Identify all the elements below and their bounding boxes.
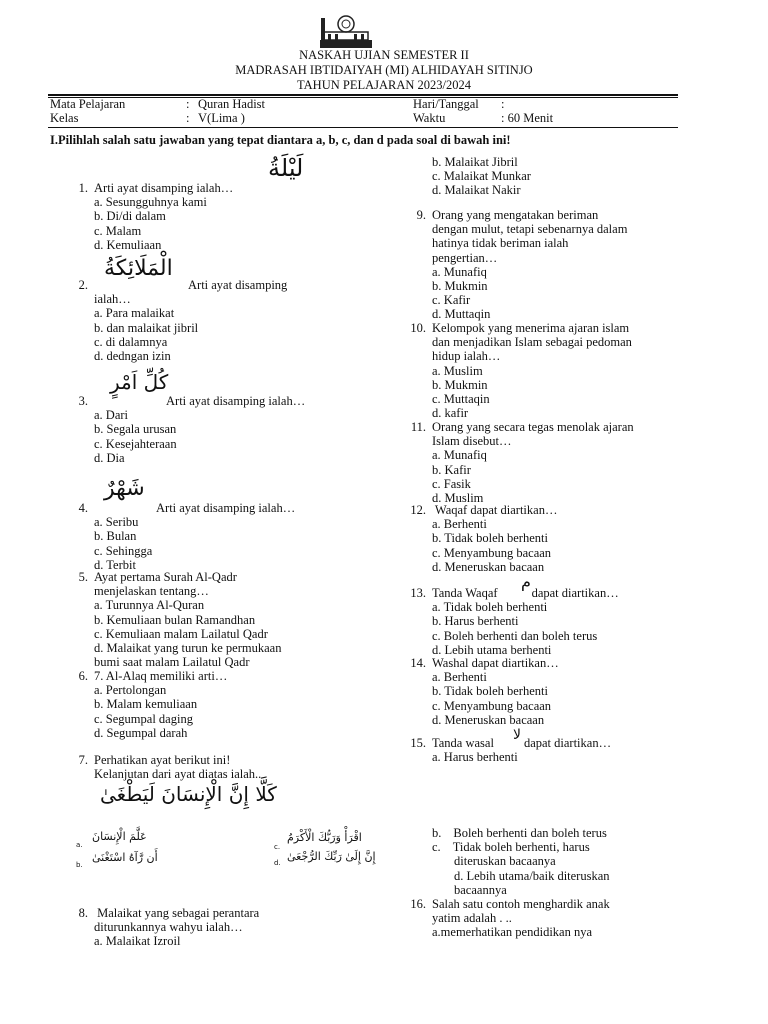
q7-option-a-arabic: عَلَّمَ الْإِنسَانَ bbox=[92, 830, 147, 843]
option-b: b. Di/di dalam bbox=[94, 209, 166, 224]
option-a: a. Muslim bbox=[432, 363, 483, 378]
q-text-cont: menjelaskan tentang… bbox=[94, 584, 209, 599]
q-text-cont: dan menjadikan Islam sebagai pedoman bbox=[432, 335, 632, 350]
option-c: c. Muttaqin bbox=[432, 392, 490, 407]
option-d: d. kafir bbox=[432, 406, 469, 421]
subject-sep: : bbox=[186, 97, 190, 111]
school-logo-icon bbox=[318, 14, 374, 50]
option-a: a. Berhenti bbox=[432, 670, 487, 685]
class-value: V(Lima ) bbox=[198, 111, 245, 125]
q-text: Malaikat yang sebagai perantara bbox=[94, 906, 260, 920]
option-c: c. Menyambung bacaan bbox=[432, 545, 552, 560]
time-label: Waktu bbox=[413, 111, 446, 125]
option-d: d. Lebih utama/baik diteruskan bbox=[454, 868, 610, 883]
subject-label: Mata Pelajaran bbox=[50, 97, 126, 111]
q7-option-d-arabic: إِنَّ إِلَىٰ رَبِّكَ الرُّجْعَىٰ bbox=[287, 850, 376, 863]
option-b: b. Malaikat Jibril bbox=[432, 155, 518, 169]
question-6 bbox=[66, 669, 366, 740]
option-b: b. dan malaikat jibril bbox=[94, 320, 199, 335]
q-number: 11. bbox=[410, 420, 426, 434]
q-number: 9. bbox=[416, 208, 426, 222]
option-b: b. Mukmin bbox=[432, 377, 488, 392]
q-text-cont: ialah… bbox=[94, 292, 131, 307]
q-text: Tanda wasal bbox=[432, 736, 494, 750]
option-b: b. Tidak boleh berhenti bbox=[432, 531, 548, 546]
q-text: Ayat pertama Surah Al-Qadr bbox=[94, 570, 237, 584]
question-15 bbox=[404, 736, 704, 764]
class-label: Kelas bbox=[50, 111, 79, 125]
option-b: b. Kemuliaan bulan Ramandhan bbox=[94, 612, 256, 627]
q-text: Tanda Waqaf bbox=[432, 586, 498, 600]
q-number: 7. bbox=[78, 753, 88, 767]
q-text: Orang yang mengatakan beriman bbox=[432, 208, 599, 222]
q7-letter-d: d. bbox=[274, 859, 281, 867]
option-d: d. dedngan izin bbox=[94, 349, 171, 364]
q-number: 2. bbox=[78, 278, 88, 292]
option-d-cont: bumi saat malam Lailatul Qadr bbox=[94, 655, 250, 670]
option-a: a. Munafiq bbox=[432, 264, 487, 279]
q-text: Kelompok yang menerima ajaran islam bbox=[432, 321, 630, 335]
option-d: d. Lebih utama berhenti bbox=[432, 642, 552, 657]
question-13 bbox=[404, 586, 704, 657]
question-10 bbox=[404, 321, 724, 420]
q-text-cont: dengan mulut, tetapi sebenarnya dalam bbox=[432, 222, 628, 237]
question-8 bbox=[66, 906, 366, 949]
q-number: 14. bbox=[410, 656, 426, 670]
option-d: d. Muttaqin bbox=[432, 307, 491, 322]
option-a: a. Harus berhenti bbox=[432, 750, 518, 765]
header-divider bbox=[48, 94, 678, 96]
question-14 bbox=[404, 656, 704, 727]
option-d: d. Terbit bbox=[94, 557, 136, 572]
subject-value: Quran Hadist bbox=[198, 97, 265, 111]
question-1 bbox=[66, 181, 366, 252]
option-b: Boleh berhenti dan boleh terus bbox=[453, 826, 607, 840]
question-11 bbox=[404, 420, 724, 505]
option-c: c. Menyambung bacaan bbox=[432, 698, 552, 713]
option-c: c. Segumpal daging bbox=[94, 711, 193, 726]
date-label: Hari/Tanggal bbox=[413, 97, 479, 111]
arabic-q1: لَيْلَةُ bbox=[268, 154, 304, 182]
q-number: 8. bbox=[78, 906, 88, 920]
q7-option-c-arabic: اقْرَأْ وَرَبُّكَ الْأَكْرَمُ bbox=[287, 831, 362, 844]
option-d: d. Muslim bbox=[432, 491, 484, 506]
question-15-cont bbox=[432, 826, 692, 897]
q-text-cont: hatinya tidak beriman ialah bbox=[432, 236, 569, 251]
q7-letter-c: c. bbox=[274, 843, 281, 851]
option-c: Tidak boleh berhenti, harus bbox=[452, 840, 590, 855]
q-text: Washal dapat diartikan… bbox=[432, 656, 559, 670]
date-sep: : bbox=[501, 97, 505, 111]
option-c-letter: c. bbox=[432, 840, 441, 855]
arabic-q3: كُلِّ اَمْرٍ bbox=[110, 370, 169, 394]
q-number: 16. bbox=[410, 897, 426, 911]
q-number: 15. bbox=[410, 736, 426, 750]
option-d: d. Kemuliaan bbox=[94, 237, 162, 252]
q-number: 12. bbox=[410, 503, 426, 517]
q-text-cont: pengertian… bbox=[432, 250, 498, 265]
q7-option-b-arabic: أَن رَّآهُ اسْتَغْنَىٰ bbox=[92, 851, 158, 864]
wasal-la-icon: لا bbox=[513, 727, 521, 743]
q-text-cont: dapat diartikan… bbox=[531, 586, 619, 600]
option-c: c. Boleh berhenti dan boleh terus bbox=[432, 628, 598, 643]
academic-year: TAHUN PELAJARAN 2023/2024 bbox=[297, 78, 471, 92]
question-7 bbox=[66, 753, 366, 781]
question-12 bbox=[404, 503, 704, 574]
class-sep: : bbox=[186, 111, 190, 125]
exam-title: NASKAH UJIAN SEMESTER II bbox=[299, 48, 469, 62]
meta-divider bbox=[48, 127, 678, 128]
option-d: d. Meneruskan bacaan bbox=[432, 559, 545, 574]
option-d: d. Meneruskan bacaan bbox=[432, 712, 545, 727]
q7-letter-a: a. bbox=[76, 841, 83, 849]
question-9 bbox=[404, 208, 704, 322]
q-text: Waqaf dapat diartikan… bbox=[432, 503, 558, 517]
option-c-cont: diteruskan bacaanya bbox=[454, 854, 556, 869]
option-b: b. Harus berhenti bbox=[432, 614, 519, 629]
option-c: c. di dalamnya bbox=[94, 334, 168, 349]
option-a: a. Tidak boleh berhenti bbox=[432, 600, 548, 615]
option-b: b. Malam kemuliaan bbox=[94, 697, 198, 712]
option-c: c. Kesejahteraan bbox=[94, 436, 177, 451]
option-d: d. Segumpal darah bbox=[94, 725, 188, 740]
option-d-cont: bacaannya bbox=[454, 882, 507, 897]
option-b: b. Tidak boleh berhenti bbox=[432, 684, 548, 699]
instruction: I.Pilihlah salah satu jawaban yang tepat diantara a, b, c, dan d pada soal di bawah ini! bbox=[50, 133, 511, 147]
option-a: a. Turunnya Al-Quran bbox=[94, 598, 205, 613]
option-c: c. Sehingga bbox=[94, 543, 153, 558]
option-a: a. Pertolongan bbox=[94, 683, 167, 698]
arabic-q2: الْمَلَائِكَةُ bbox=[104, 256, 173, 281]
question-3 bbox=[66, 394, 366, 465]
q7-letter-b: b. bbox=[76, 861, 83, 869]
q-text: Arti ayat disamping ialah… bbox=[156, 501, 296, 515]
arabic-q7: كَلَّا إِنَّ الْإِنسَانَ لَيَطْغَىٰ bbox=[100, 782, 277, 806]
school-name: MADRASAH IBTIDAIYAH (MI) ALHIDAYAH SITINJO bbox=[235, 63, 533, 77]
q-number: 13. bbox=[410, 586, 426, 600]
option-b: b. Segala urusan bbox=[94, 422, 177, 437]
q-text: Salah satu contoh menghardik anak bbox=[432, 897, 610, 911]
waqaf-mim-icon: م bbox=[521, 572, 531, 591]
question-4 bbox=[66, 501, 366, 572]
option-a: a. Dari bbox=[94, 408, 129, 423]
header-divider-thin bbox=[48, 97, 678, 98]
q-number: 4. bbox=[78, 501, 88, 515]
option-c: c. Fasik bbox=[432, 476, 471, 491]
option-c: c. Malaikat Munkar bbox=[432, 169, 531, 184]
q-text-cont: diturunkannya wahyu ialah… bbox=[94, 920, 243, 935]
option-a: a. Munafiq bbox=[432, 448, 487, 463]
q-text-cont: Islam disebut… bbox=[432, 434, 512, 449]
q-number: 5. bbox=[78, 570, 88, 584]
option-a: a. Para malaikat bbox=[94, 306, 175, 321]
q-text: 7. Al-Alaq memiliki arti… bbox=[94, 669, 228, 683]
question-5 bbox=[66, 570, 366, 669]
option-a: a. Berhenti bbox=[432, 517, 487, 532]
option-c: c. Malam bbox=[94, 223, 142, 238]
q-number: 6. bbox=[78, 669, 88, 683]
question-8-cont bbox=[404, 155, 704, 198]
q-number: 10. bbox=[410, 321, 426, 335]
option-a: a. Malaikat Izroil bbox=[94, 934, 181, 949]
option-b-letter: b. bbox=[432, 826, 442, 840]
q-text: Arti ayat disamping ialah… bbox=[94, 181, 234, 195]
time-value: : 60 Menit bbox=[501, 111, 554, 125]
option-a: a.memerhatikan pendidikan nya bbox=[432, 925, 593, 940]
q-text-cont: dapat diartikan… bbox=[523, 736, 612, 750]
option-a: a. Seribu bbox=[94, 515, 139, 530]
q-text: Arti ayat disamping ialah… bbox=[166, 394, 306, 408]
q-number: 1. bbox=[78, 181, 88, 195]
option-d: d. Dia bbox=[94, 450, 125, 465]
q-text-cont: hidup ialah… bbox=[432, 349, 501, 364]
option-c: c. Kafir bbox=[432, 293, 471, 308]
question-2 bbox=[66, 278, 366, 363]
arabic-q4: شَهْرٌ bbox=[104, 476, 145, 501]
q-text-cont: Kelanjutan dari ayat diatas ialah.. bbox=[94, 767, 262, 782]
question-16 bbox=[404, 897, 704, 940]
q-text: Orang yang secara tegas menolak ajaran bbox=[432, 420, 634, 434]
q-text: Arti ayat disamping bbox=[188, 278, 288, 292]
q-text: Perhatikan ayat berikut ini! bbox=[94, 753, 231, 767]
option-d: d. Malaikat yang turun ke permukaan bbox=[94, 641, 282, 656]
option-b: b. Mukmin bbox=[432, 279, 488, 294]
q-text-cont: yatim adalah . .. bbox=[432, 911, 512, 926]
option-a: a. Sesungguhnya kami bbox=[94, 195, 207, 210]
option-b: b. Kafir bbox=[432, 462, 471, 477]
option-c: c. Kemuliaan malam Lailatul Qadr bbox=[94, 626, 268, 641]
option-b: b. Bulan bbox=[94, 529, 137, 544]
option-d: d. Malaikat Nakir bbox=[432, 183, 521, 198]
q-number: 3. bbox=[78, 394, 88, 408]
